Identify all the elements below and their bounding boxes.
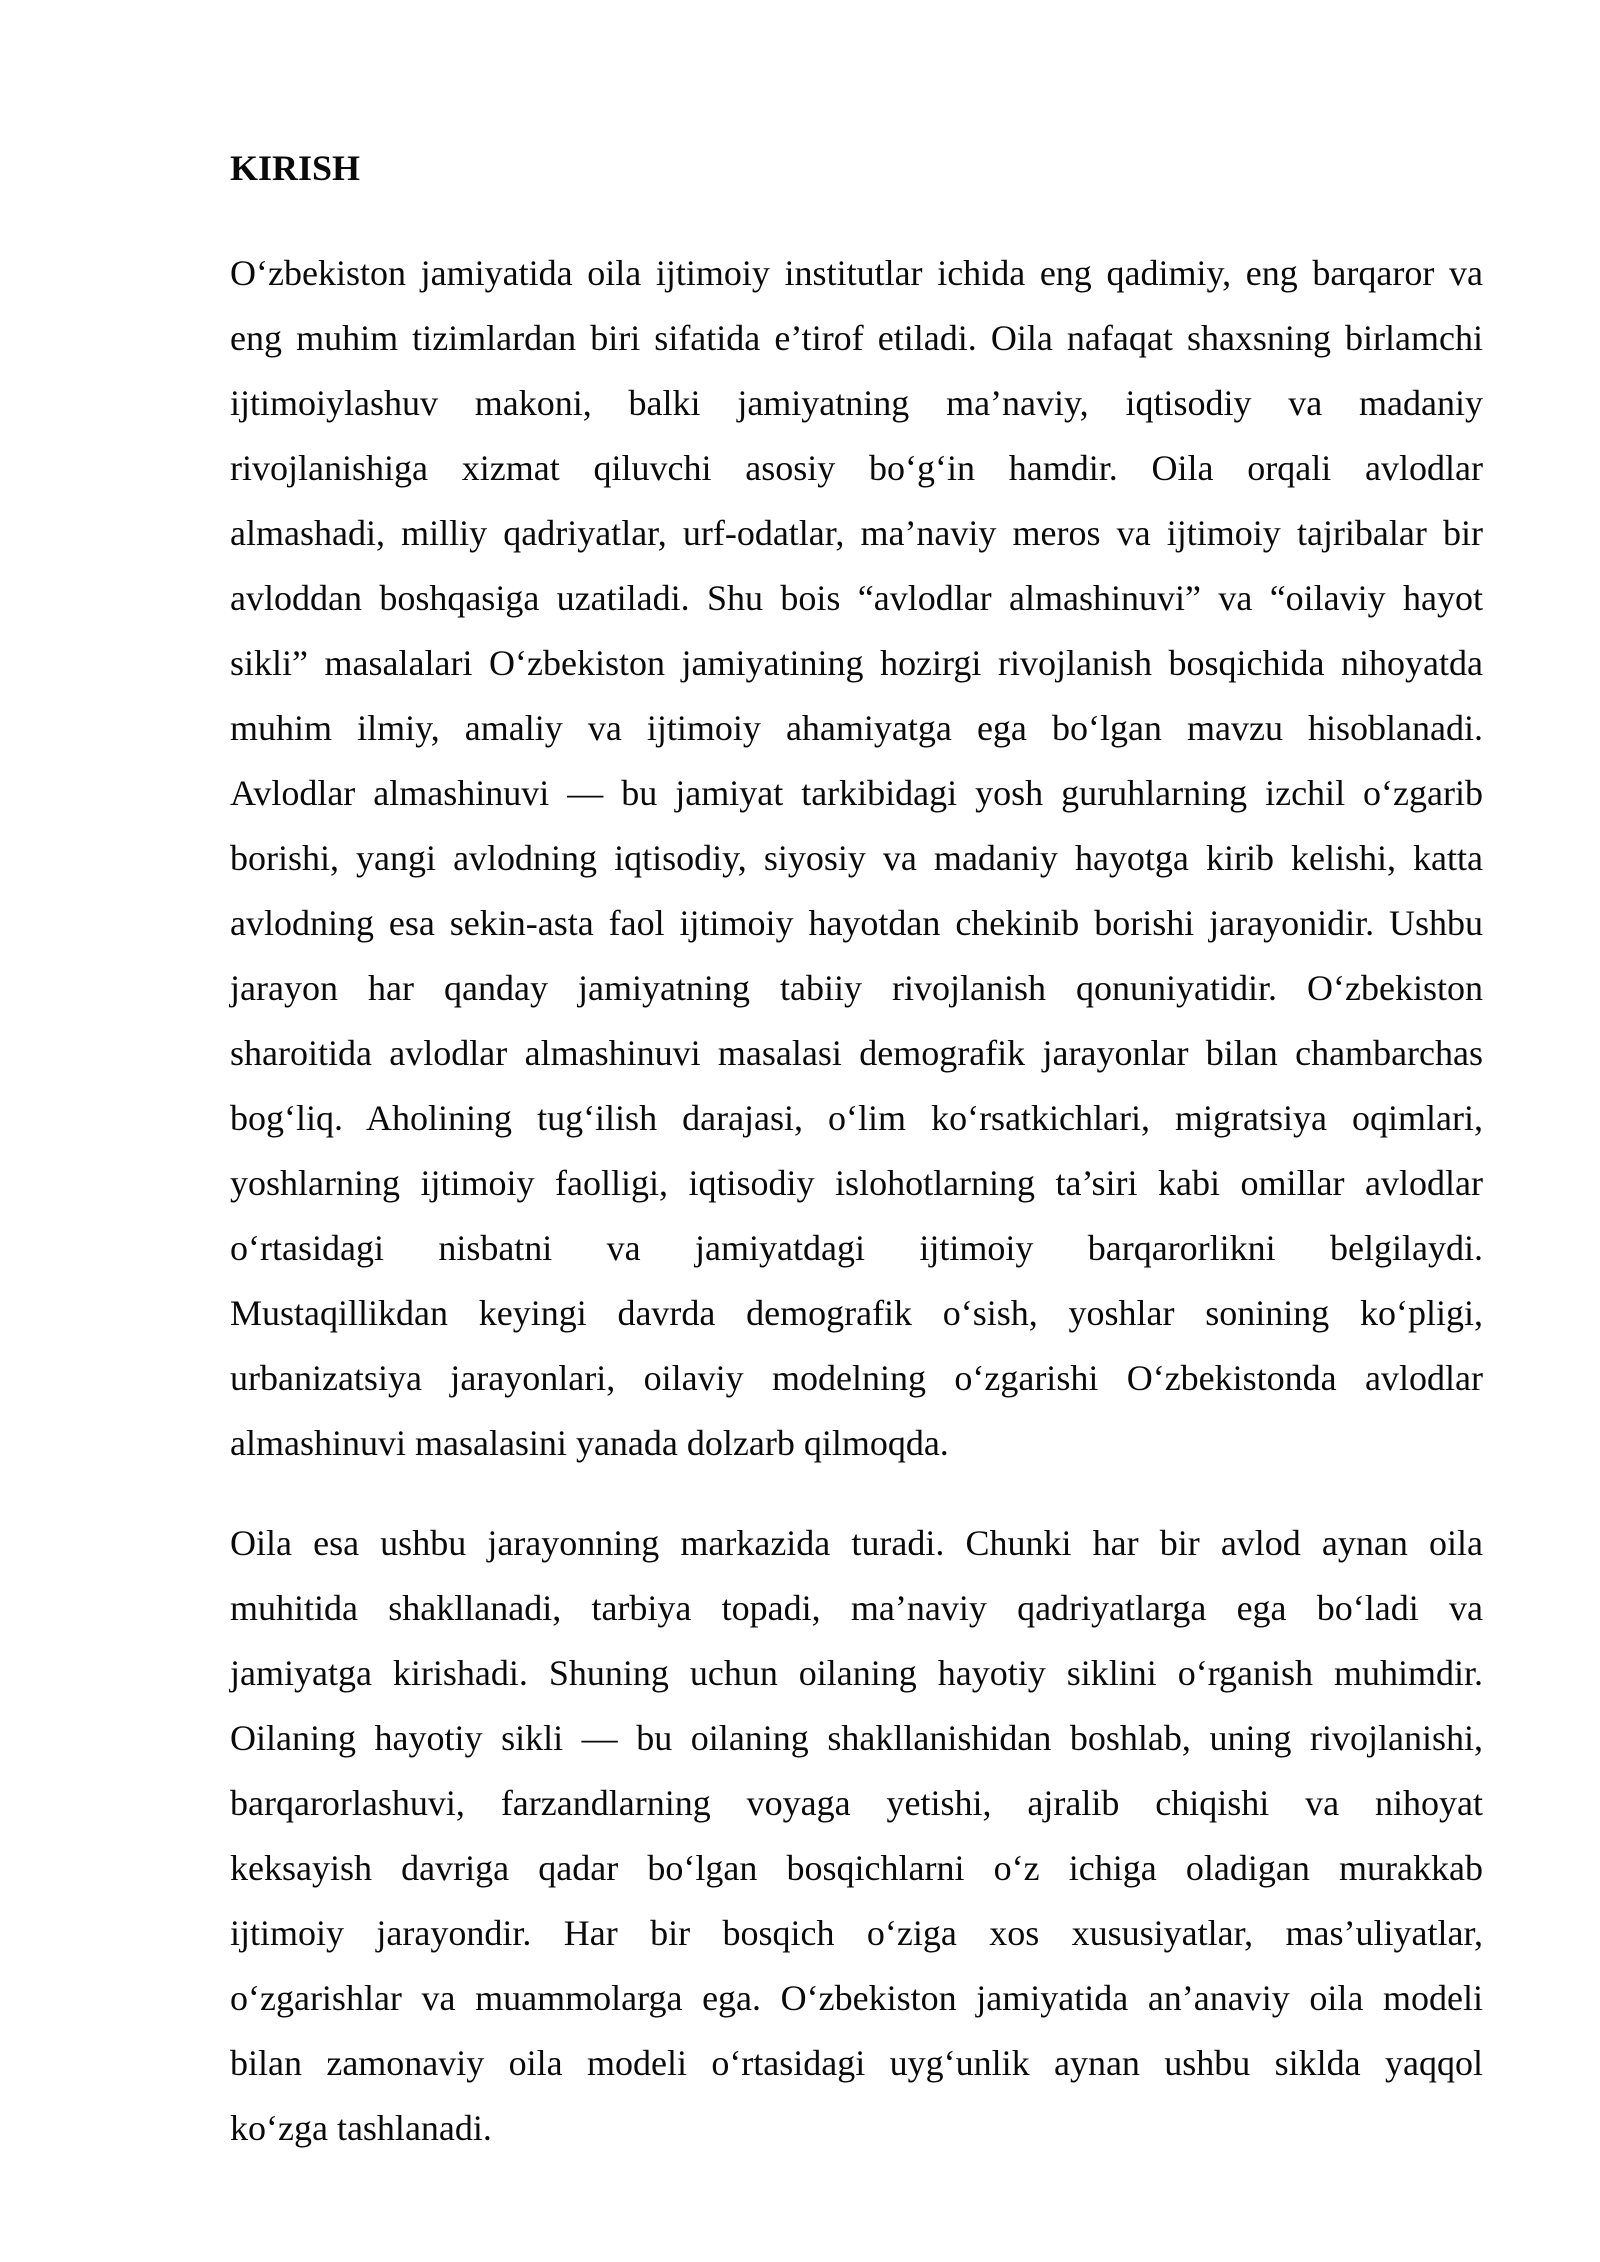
text-line: Oila esa ushbu jarayonning markazida turadi. Chunki har bir avlod aynan oila	[230, 1523, 1483, 1563]
text-line: bog‘liq. Aholining tug‘ilish darajasi, o‘lim ko‘rsatkichlari, migratsiya oqimlari,	[230, 1098, 1483, 1138]
text-line: O‘zbekiston jamiyatida oila ijtimoiy institutlar ichida eng qadimiy, eng barqaror va	[230, 253, 1483, 293]
text-line: sikli” masalalari O‘zbekiston jamiyatining hozirgi rivojlanish bosqichida nihoyatda	[230, 643, 1483, 683]
text-line: eng muhim tizimlardan biri sifatida e’tirof etiladi. Oila nafaqat shaxsning birlamchi	[230, 318, 1483, 358]
text-line: yoshlarning ijtimoiy faolligi, iqtisodiy islohotlarning ta’siri kabi omillar avlodlar	[230, 1163, 1483, 1203]
text-line: jarayon har qanday jamiyatning tabiiy rivojlanish qonuniyatidir. O‘zbekiston	[230, 968, 1483, 1008]
text-line: muhitida shakllanadi, tarbiya topadi, ma’naviy qadriyatlarga ega bo‘ladi va	[230, 1588, 1483, 1628]
text-line: Oilaning hayotiy sikli — bu oilaning shakllanishidan boshlab, uning rivojlanishi,	[230, 1718, 1483, 1758]
text-line: urbanizatsiya jarayonlari, oilaviy modelning o‘zgarishi O‘zbekistonda avlodlar	[230, 1358, 1483, 1398]
text-line: o‘zgarishlar va muammolarga ega. O‘zbekiston jamiyatida an’anaviy oila modeli	[230, 1978, 1483, 2018]
text-line: bilan zamonaviy oila modeli o‘rtasidagi uyg‘unlik aynan ushbu siklda yaqqol	[230, 2043, 1483, 2083]
paragraph-intro	[230, 241, 1483, 1476]
paragraph-family-cycle	[230, 1511, 1483, 2161]
page-title: KIRISH	[230, 148, 361, 188]
text-line: ijtimoiylashuv makoni, balki jamiyatning ma’naviy, iqtisodiy va madaniy	[230, 383, 1483, 423]
text-block	[230, 136, 1483, 2196]
text-line: muhim ilmiy, amaliy va ijtimoiy ahamiyatga ega bo‘lgan mavzu hisoblanadi.	[230, 708, 1483, 748]
text-line: barqarorlashuvi, farzandlarning voyaga yetishi, ajralib chiqishi va nihoyat	[230, 1783, 1483, 1823]
text-line: borishi, yangi avlodning iqtisodiy, siyosiy va madaniy hayotga kirib kelishi, katta	[230, 838, 1483, 878]
text-line: avlodning esa sekin-asta faol ijtimoiy hayotdan chekinib borishi jarayonidir. Ushbu	[230, 903, 1483, 943]
text-line: almashinuvi masalasini yanada dolzarb qilmoqda.	[230, 1423, 949, 1463]
text-line: jamiyatga kirishadi. Shuning uchun oilaning hayotiy siklini o‘rganish muhimdir.	[230, 1653, 1483, 1693]
text-line: Mustaqillikdan keyingi davrda demografik o‘sish, yoshlar sonining ko‘pligi,	[230, 1293, 1483, 1333]
text-line: o‘rtasidagi nisbatni va jamiyatdagi ijtimoiy barqarorlikni belgilaydi.	[230, 1228, 1483, 1268]
text-line: Avlodlar almashinuvi — bu jamiyat tarkibidagi yosh guruhlarning izchil o‘zgarib	[230, 773, 1483, 813]
text-line: almashadi, milliy qadriyatlar, urf-odatlar, ma’naviy meros va ijtimoiy tajribalar bir	[230, 513, 1483, 553]
text-line: rivojlanishiga xizmat qiluvchi asosiy bo‘g‘in hamdir. Oila orqali avlodlar	[230, 448, 1483, 488]
text-line: ijtimoiy jarayondir. Har bir bosqich o‘ziga xos xususiyatlar, mas’uliyatlar,	[230, 1913, 1483, 1953]
text-line: avloddan boshqasiga uzatiladi. Shu bois “avlodlar almashinuvi” va “oilaviy hayot	[230, 578, 1483, 618]
text-line: ko‘zga tashlanadi.	[230, 2108, 492, 2148]
text-line: keksayish davriga qadar bo‘lgan bosqichlarni o‘z ichiga oladigan murakkab	[230, 1848, 1483, 1888]
text-line: sharoitida avlodlar almashinuvi masalasi demografik jarayonlar bilan chambarchas	[230, 1033, 1483, 1073]
